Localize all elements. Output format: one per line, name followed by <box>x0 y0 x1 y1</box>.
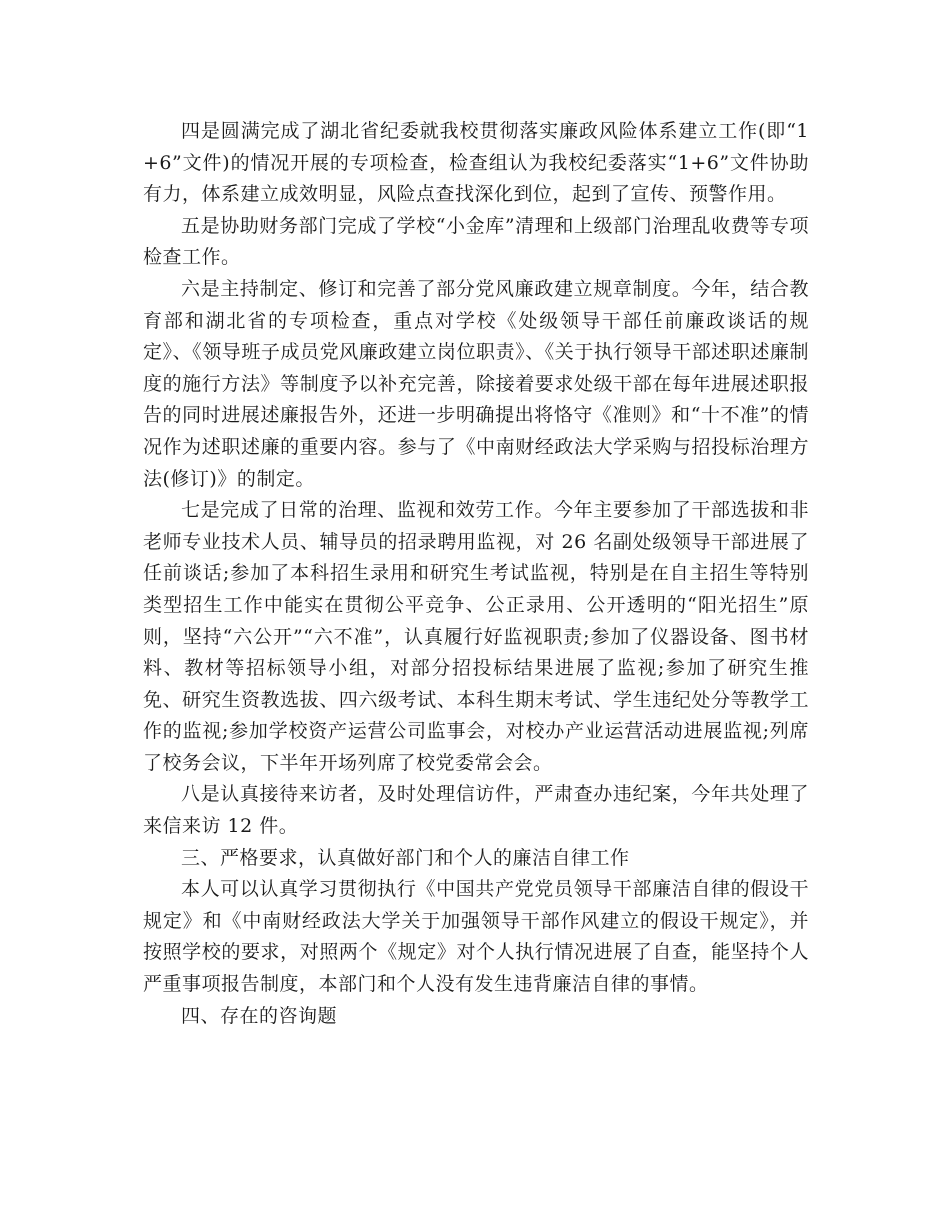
paragraph-item-8: 八是认真接待来访者，及时处理信访件，严肃查办违纪案，今年共处理了来信来访 12 件。 <box>143 783 809 838</box>
paragraph-self-discipline: 本人可以认真学习贯彻执行《中国共产党党员领导干部廉洁自律的假设干规定》和《中南财经政法大学关于加强领导干部作风建立的假设干规定》，并按照学校的要求，对照两个《规定》对个人执行情况进展了自查，能坚持个人严重事项报告制度，本部门和个人没有发生违背廉洁自律的事情。 <box>143 878 809 996</box>
paragraph-item-4: 四是圆满完成了湖北省纪委就我校贯彻落实廉政风险体系建立工作(即“1+6”文件)的情况开展的专项检查，检查组认为我校纪委落实“1+6”文件协助有力，体系建立成效明显，风险点查找深化到位，起到了宣传、预警作用。 <box>143 120 809 206</box>
section-heading-3: 三、严格要求，认真做好部门和个人的廉洁自律工作 <box>181 846 630 869</box>
paragraph-item-6: 六是主持制定、修订和完善了部分党风廉政建立规章制度。今年，结合教育部和湖北省的专项检查，重点对学校《处级领导干部任前廉政谈话的规定》、《领导班子成员党风廉政建立岗位职责》、《关于执行领导干部述职述廉制度的施行方法》等制度予以补充完善，除接着要求处级干部在每年进展述职报告的同时进展述廉报告外，还进一步明确提出将恪守《准则》和“十不准”的情况作为述职述廉的重要内容。参与了《中南财经政法大学采购与招投标治理方法(修订)》的制定。 <box>143 277 809 490</box>
document-body <box>143 116 809 1032</box>
paragraph-item-5: 五是协助财务部门完成了学校“小金库”清理和上级部门治理乱收费等专项检查工作。 <box>143 214 809 269</box>
section-heading-4: 四、存在的咨询题 <box>181 1004 338 1027</box>
paragraph-item-7: 七是完成了日常的治理、监视和效劳工作。今年主要参加了干部选拔和非老师专业技术人员、辅导员的招录聘用监视，对 26 名副处级领导干部进展了任前谈话;参加了本科招生录用和研究生考试监视，特别是在自主招生等特别类型招生工作中能实在贯彻公平竞争、公正录用、公开透明的“阳光招生”原则，坚持“六公开”“六不准”，认真履行好监视职责;参加了仪器设备、图书材料、教材等招标领导小组，对部分招投标结果进展了监视;参加了研究生推免、研究生资教选拔、四六级考试、本科生期末考试、学生违纪处分等教学工作的监视;参加学校资产运营公司监事会，对校办产业运营活动进展监视;列席了校务会议，下半年开场列席了校党委常会会。 <box>143 499 809 774</box>
